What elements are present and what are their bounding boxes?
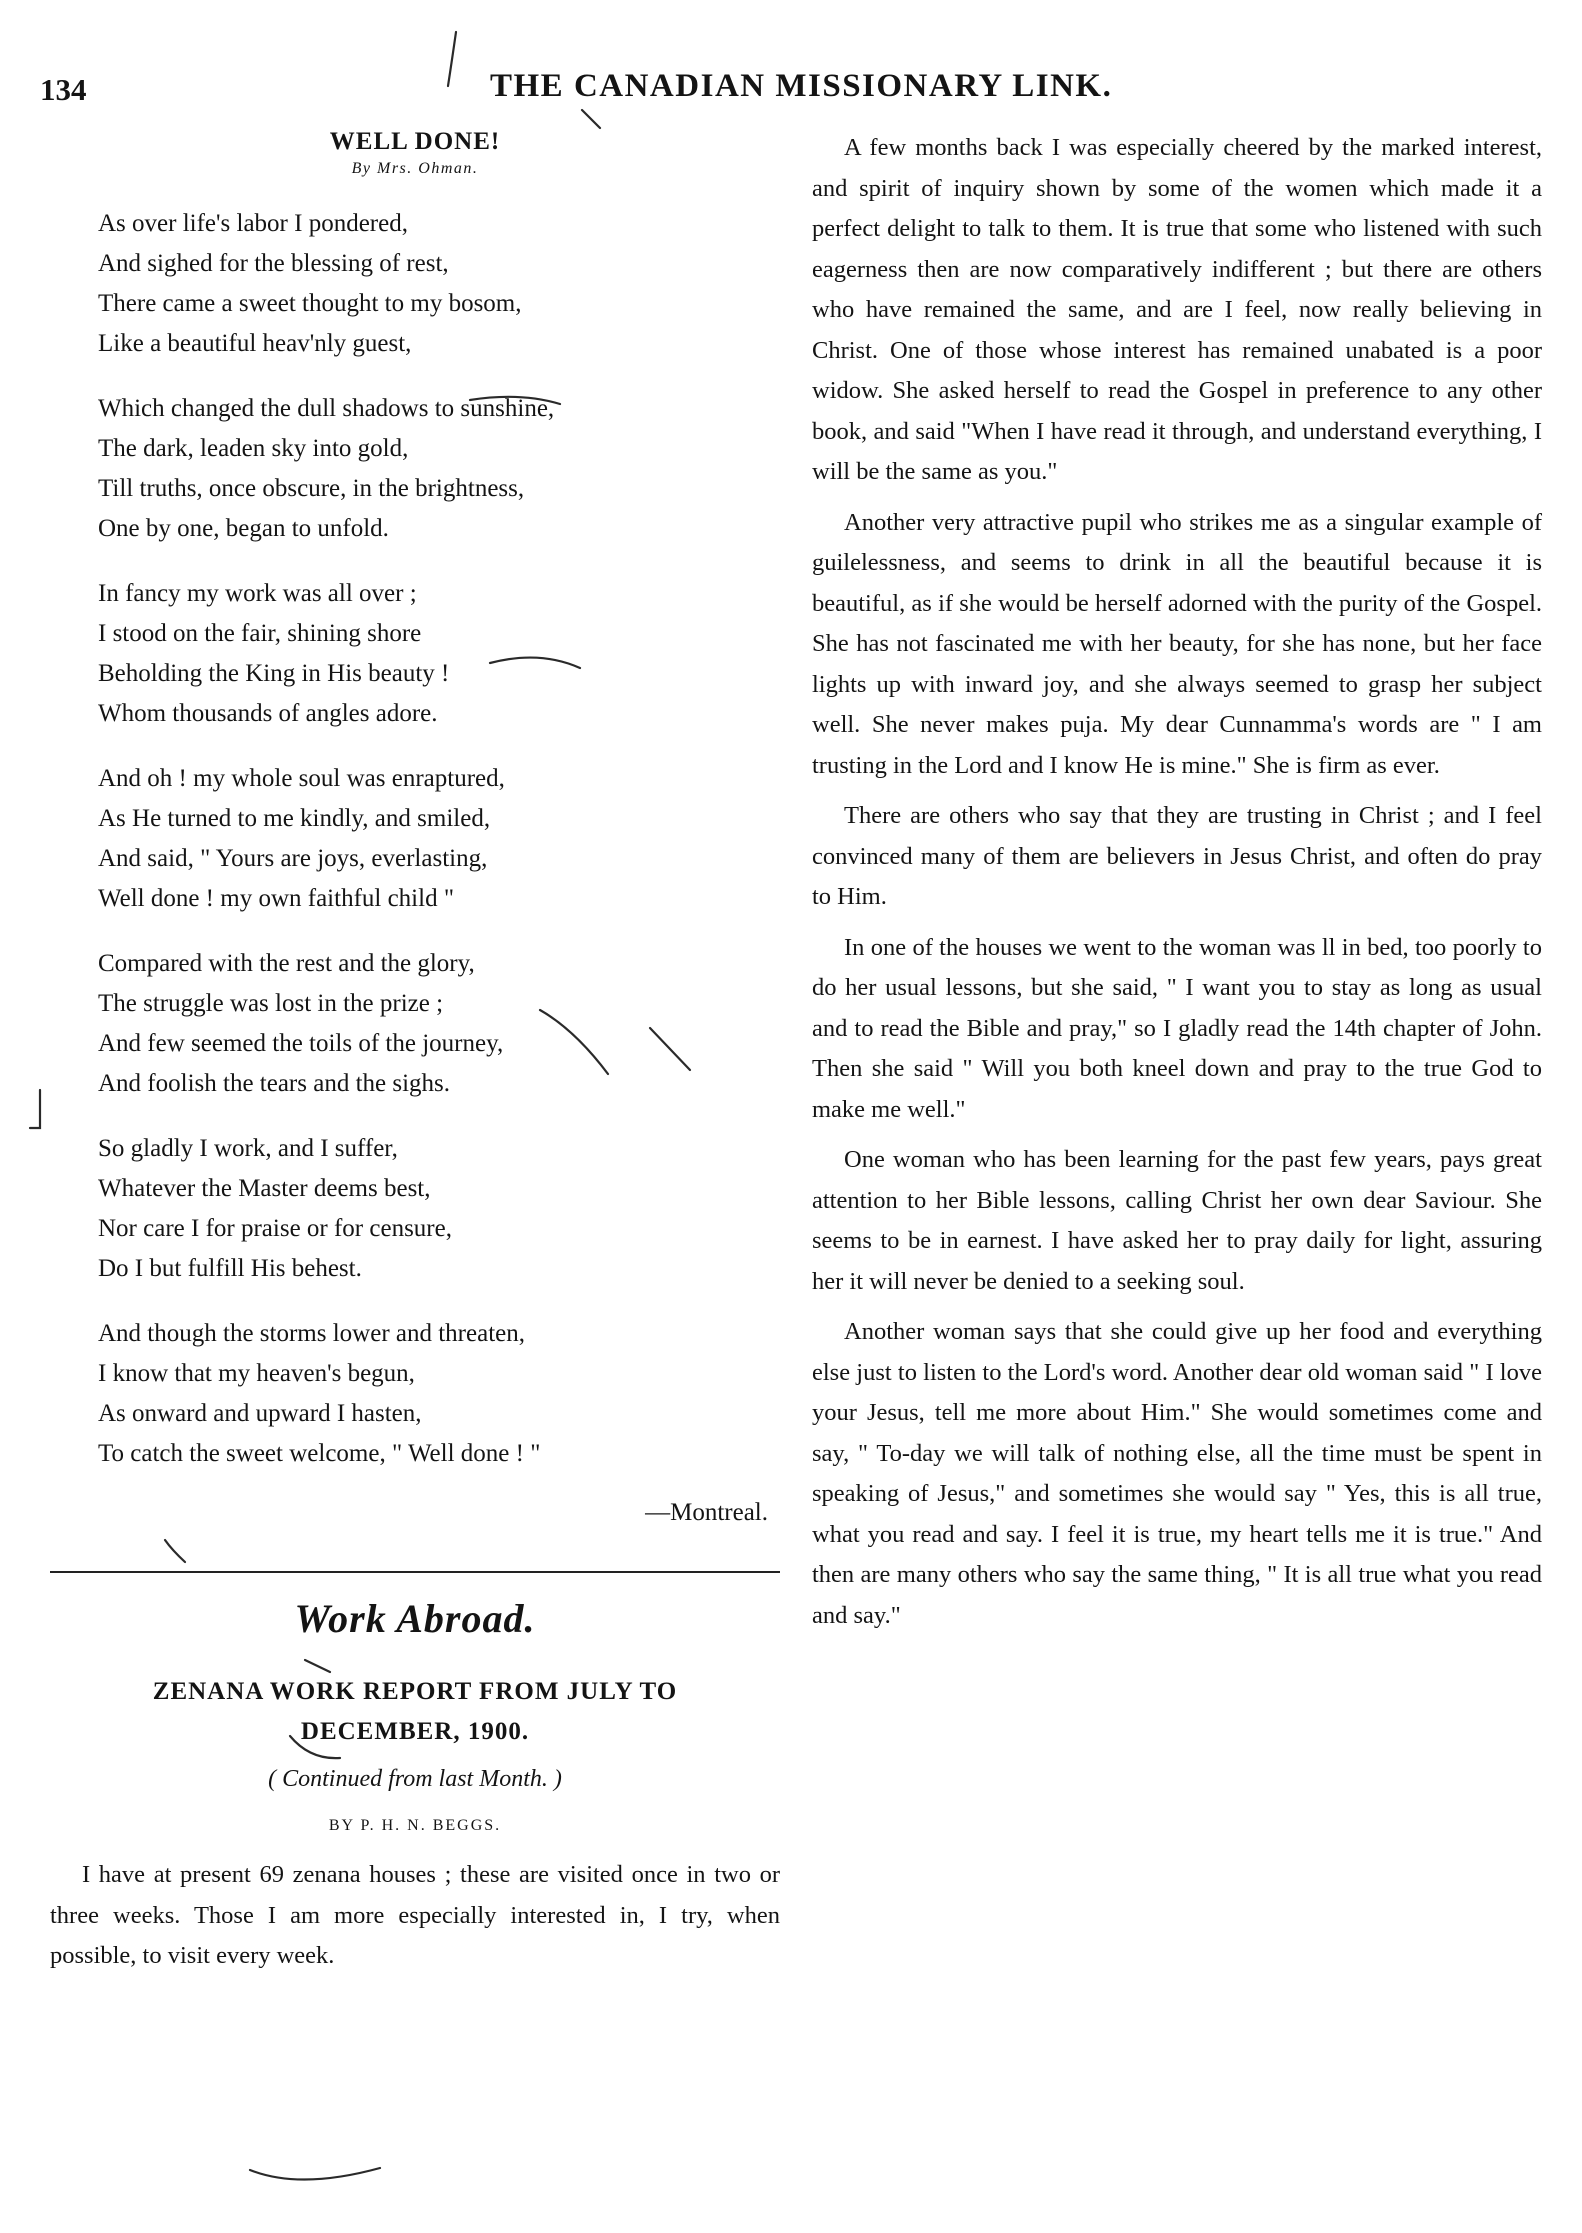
page-number: 134: [40, 72, 87, 107]
verse-line: Whatever the Master deems best,: [98, 1175, 431, 1202]
poem-signature: —Montreal.: [645, 1499, 768, 1526]
verse-line: To catch the sweet welcome, " Well done ! ": [98, 1440, 541, 1467]
article-paragraph: Another woman says that she could give up her food and everything else just to listen to the Lord's word. Another dear old woman said " I love your Jesus, tell me more about Him." She would sometimes come and say, " To-day we will talk of nothing else, all the time must be spent in speaking of Jesus," and sometimes she would say " Yes, this is all true, what you read and say. I feel it is true, my heart tells me it is true." And then are many others who say the same thing, " It is all true what you read and say.": [812, 1318, 1542, 1629]
verse-line: I stood on the fair, shining shore: [98, 620, 422, 647]
report-byline: BY P. H. N. BEGGS.: [328, 1817, 502, 1834]
verse-line: As onward and upward I hasten,: [98, 1400, 422, 1427]
verse-line: As He turned to me kindly, and smiled,: [98, 805, 491, 832]
verse-line: There came a sweet thought to my bosom,: [98, 290, 522, 317]
report-title-line: DECEMBER, 1900.: [300, 1718, 530, 1745]
verse-line: As over life's labor I pondered,: [98, 210, 408, 237]
stanza: [98, 389, 780, 549]
section-divider: [50, 1571, 780, 1573]
left-column: [50, 128, 780, 1977]
article-paragraph: In one of the houses we went to the woman was ll in bed, too poorly to do her usual lessons, but she said, " I want you to stay as long as usual and to read the Bible and pray," so I gladly read the 14th chapter of John. Then she said " Will you both kneel down and pray to the true God to make me well.": [812, 933, 1542, 1123]
section-heading: Work Abroad.: [294, 1596, 536, 1641]
report-continued-note: ( Continued from last Month. ): [268, 1766, 562, 1792]
article-paragraph: Another very attractive pupil who strikes me as a singular example of guilelessness, and seems to drink in all the beautiful because it is beautiful, as if she would be herself adorned with the purity of the Gospel. She has not fascinated me with her beauty, for she has none, but her face lights up with inward joy, and she always seemed to grasp her subject well. She never makes puja. My dear Cunnamma's words are " I am trusting in the Lord and I know He is mine." She is firm as ever.: [812, 508, 1542, 779]
right-column: [812, 128, 1542, 1646]
verse-line: Beholding the King in His beauty !: [98, 660, 450, 687]
verse-line: The struggle was lost in the prize ;: [98, 990, 444, 1017]
stanza: [98, 944, 780, 1104]
stanza: [98, 759, 780, 919]
stanza: [98, 204, 780, 364]
stanza: [98, 1314, 780, 1474]
verse-line: Well done ! my own faithful child ": [98, 885, 455, 912]
verse-line: And though the storms lower and threaten,: [98, 1320, 525, 1347]
verse-line: Nor care I for praise or for censure,: [98, 1215, 452, 1242]
stanza: [98, 1129, 780, 1289]
poem-author: By Mrs. Ohman.: [351, 160, 479, 177]
article-paragraph: There are others who say that they are trusting in Christ ; and I feel convinced many of them are believers in Jesus Christ, and often do pray to Him.: [812, 802, 1542, 910]
report-intro-paragraph: I have at present 69 zenana houses ; these are visited once in two or three weeks. Those I am more especially interested in, I try, when possible, to visit every week.: [50, 1861, 780, 1969]
report-title-line: ZENANA WORK REPORT FROM JULY TO: [152, 1678, 678, 1705]
verse-line: Do I but fulfill His behest.: [98, 1255, 362, 1282]
verse-line: Compared with the rest and the glory,: [98, 950, 475, 977]
article-paragraph: One woman who has been learning for the past few years, pays great attention to her Bible lessons, calling Christ her own dear Saviour. She seems to be in earnest. I have asked her to pray daily for light, assuring her it will never be denied to a seeking soul.: [812, 1146, 1542, 1295]
verse-line: Till truths, once obscure, in the brightness,: [98, 475, 525, 502]
verse-line: And few seemed the toils of the journey,: [98, 1030, 504, 1057]
verse-line: One by one, began to unfold.: [98, 515, 389, 542]
verse-line: And sighed for the blessing of rest,: [98, 250, 449, 277]
verse-line: So gladly I work, and I suffer,: [98, 1135, 398, 1162]
verse-line: The dark, leaden sky into gold,: [98, 435, 409, 462]
verse-line: Which changed the dull shadows to sunshine,: [98, 395, 555, 422]
verse-line: And oh ! my whole soul was enraptured,: [98, 765, 505, 792]
verse-line: Whom thousands of angles adore.: [98, 700, 438, 727]
verse-line: Like a beautiful heav'nly guest,: [98, 330, 412, 357]
stanza: [98, 574, 780, 734]
verse-line: And foolish the tears and the sighs.: [98, 1070, 451, 1097]
verse-line: In fancy my work was all over ;: [98, 580, 417, 607]
masthead: THE CANADIAN MISSIONARY LINK.: [490, 68, 1113, 104]
article-paragraph: A few months back I was especially cheered by the marked interest, and spirit of inquiry shown by some of the women which made it a perfect delight to talk to them. It is true that some who listened with such eagerness then are now comparatively indifferent ; but there are others who have remained the same, and are I feel, now really believing in Christ. One of those whose interest has remained unabated is a poor widow. She asked herself to read the Gospel in preference to any other book, and said "When I have read it through, and understand everything, I will be the same as you.": [812, 134, 1542, 485]
poem-title: WELL DONE!: [329, 128, 501, 155]
verse-line: I know that my heaven's begun,: [98, 1360, 415, 1387]
verse-line: And said, " Yours are joys, everlasting,: [98, 845, 488, 872]
